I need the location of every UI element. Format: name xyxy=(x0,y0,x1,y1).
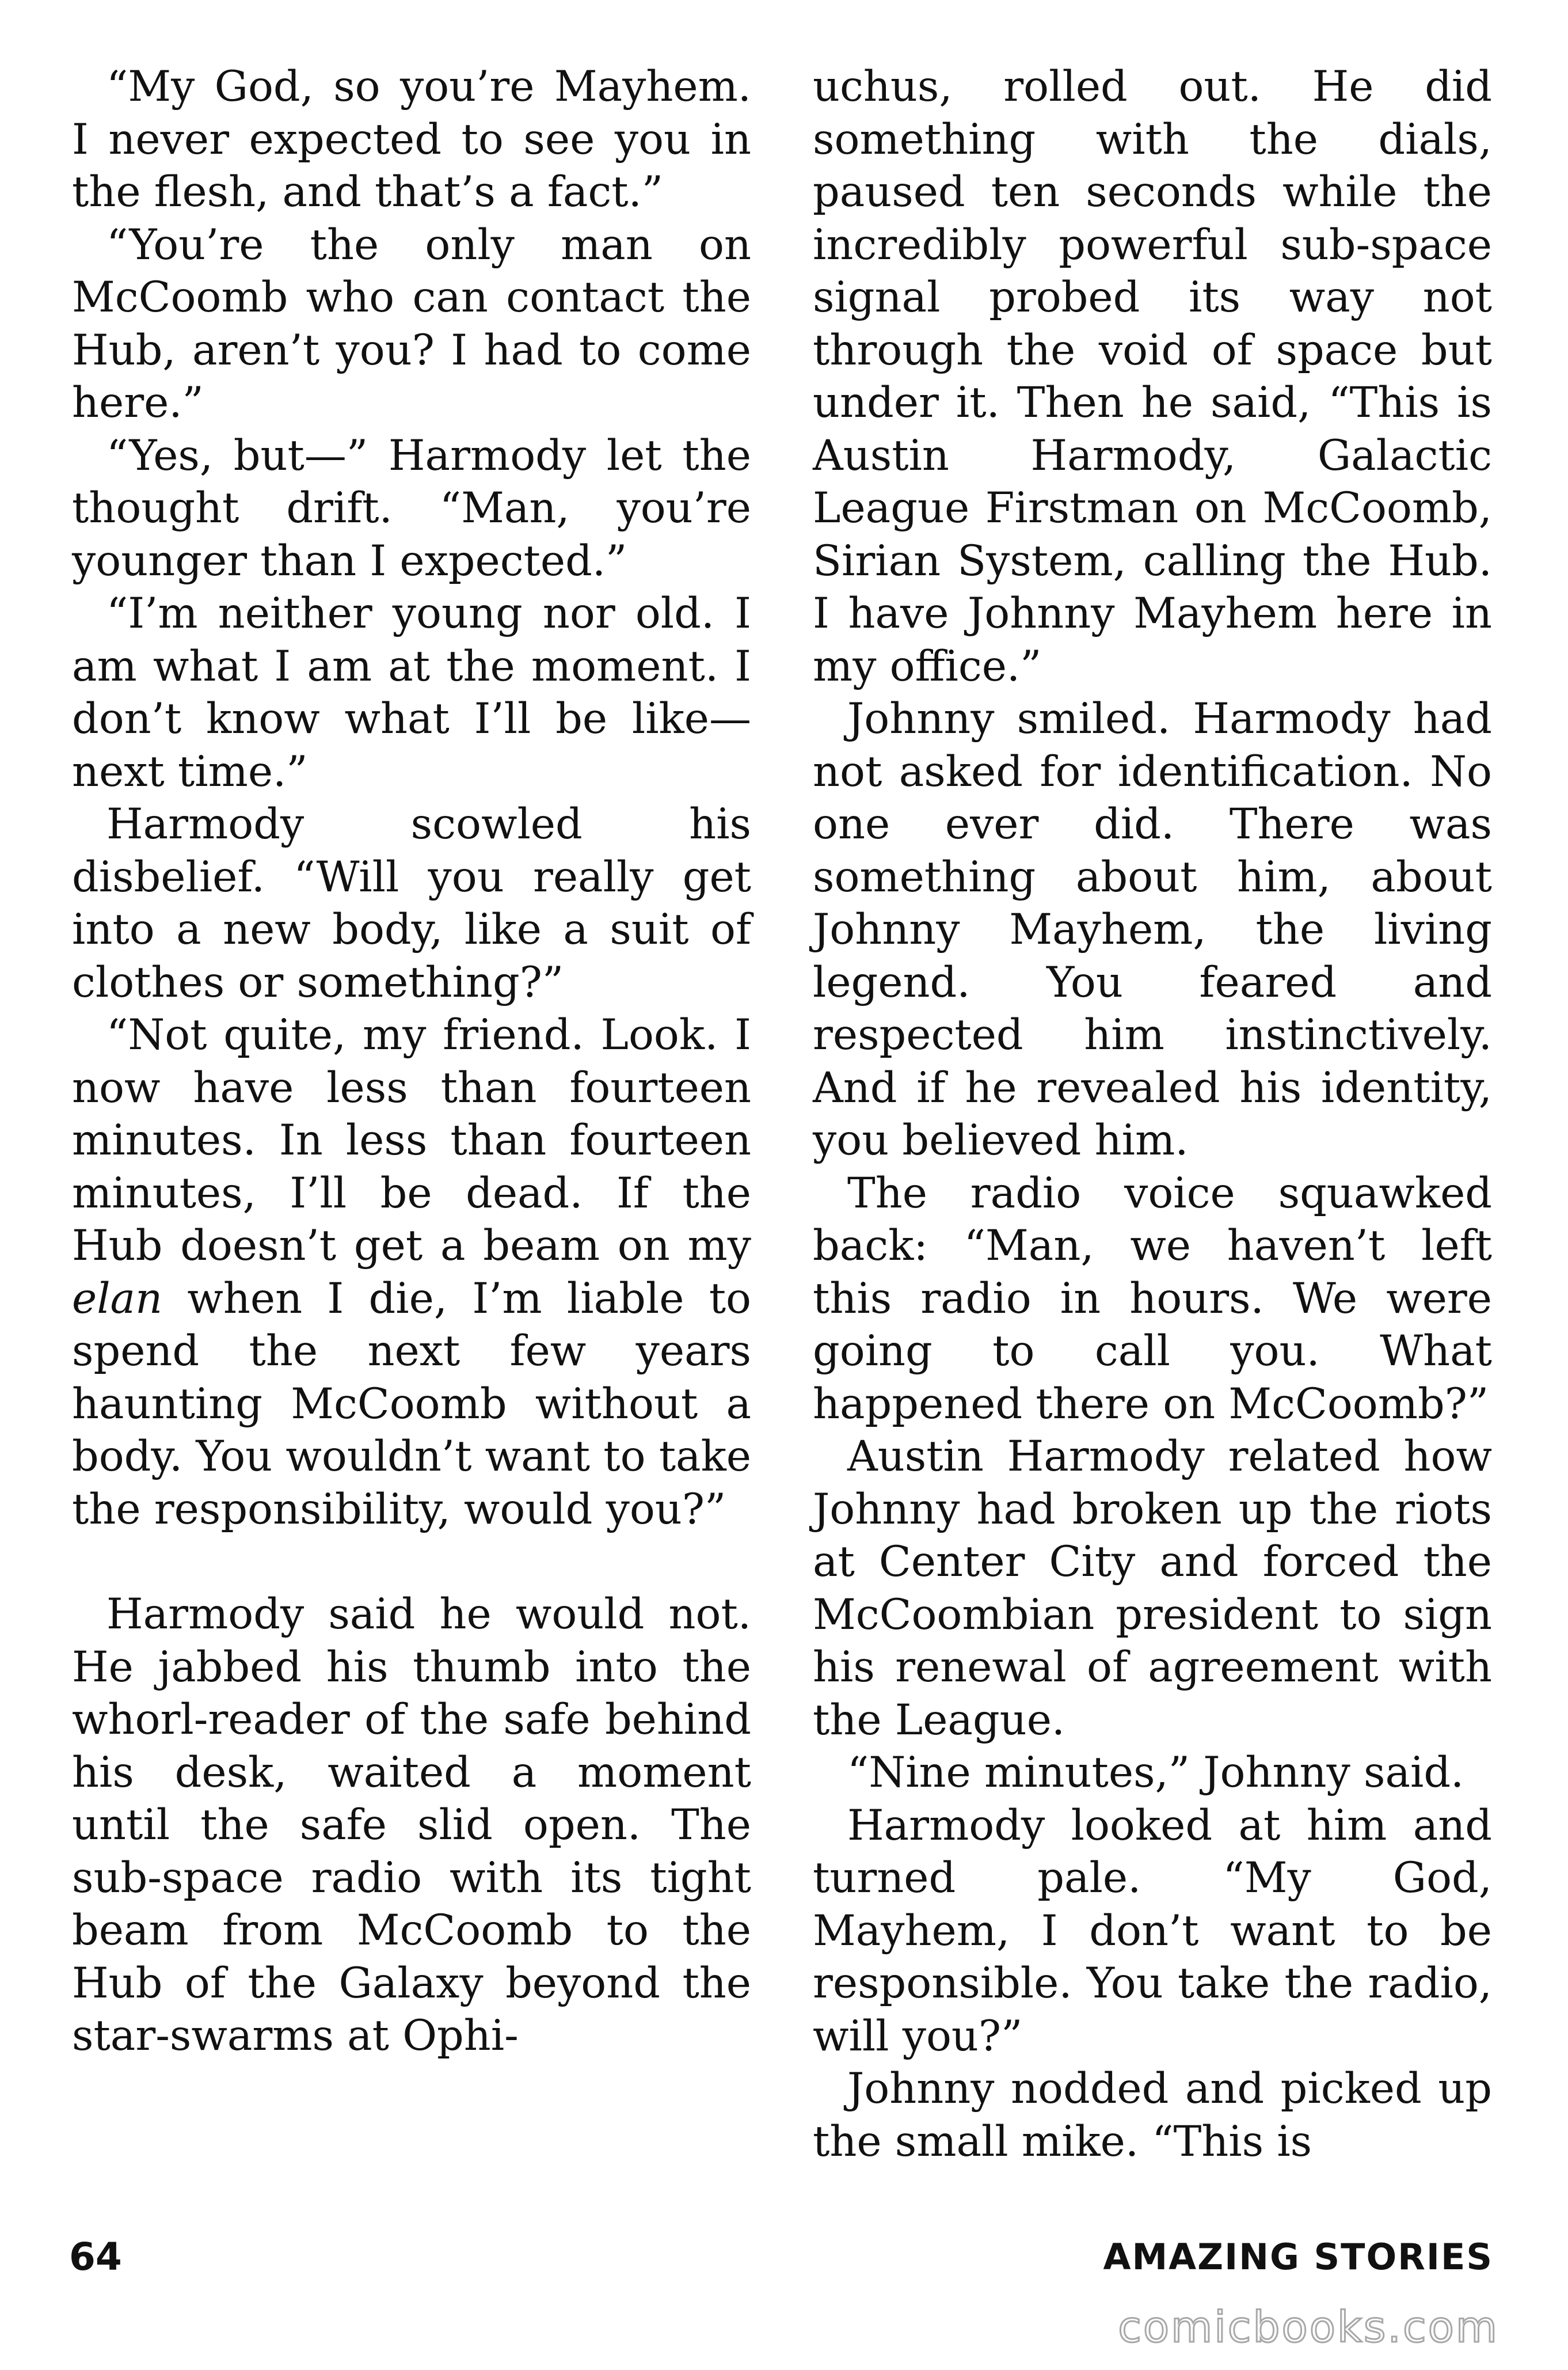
paragraph-text: when I die, I’m liable to spend the next few years haunting McCoomb without a body. You wouldn’t want to take the responsibility, would you?” xyxy=(72,1274,752,1534)
paragraph: Johnny smiled. Harmody had not asked for identification. No one ever did. There was something about him, about Johnny Mayhem, the living legend. You feared and respected him instinctively. And if he revealed his identity, you believed him. xyxy=(813,694,1492,1165)
paragraph xyxy=(72,1009,751,1536)
emphasized-word: elan xyxy=(72,1274,163,1323)
paragraph-continued: uchus, rolled out. He did something with the dials, paused ten seconds while the incredibly powerful sub-space signal probed its way not through the void of space but under it. Then he said, “This is Austin Harmody, Galactic League Firstman on McCoomb, Sirian System, calling the Hub. I have Johnny Mayhem here in my office.” xyxy=(813,62,1492,691)
page-footer xyxy=(0,2234,1568,2303)
paragraph: The radio voice squawked back: “Man, we haven’t left this radio in hours. We were going to call you. What happened there on McCoomb?” xyxy=(813,1168,1492,1429)
paragraph: Austin Harmody related how Johnny had broken up the riots at Center City and forced the McCoombian president to sign his renewal of agreement with the League. xyxy=(813,1432,1492,1745)
paragraph: “I’m neither young nor old. I am what I am at the moment. I don’t know what I’ll be like—next time.” xyxy=(72,589,751,796)
left-column xyxy=(72,60,751,2063)
paragraph: “Nine minutes,” Johnny said. xyxy=(847,1748,1464,1797)
right-column xyxy=(813,60,1492,2168)
paragraph: Harmody scowled his disbelief. “Will you really get into a new body, like a suit of clothes or something?” xyxy=(72,800,751,1007)
magazine-title: AMAZING STORIES xyxy=(1103,2236,1493,2278)
paragraph: Harmody looked at him and turned pale. “My God, Mayhem, I don’t want to be responsible. You take the radio, will you?” xyxy=(813,1801,1492,2061)
paragraph: “You’re the only man on McCoomb who can contact the Hub, aren’t you? I had to come here.” xyxy=(72,220,751,427)
paragraph: Harmody said he would not. He jabbed his thumb into the whorl-reader of the safe behind his desk, waited a moment until the safe slid open. The sub-space radio with its tight beam from McCoomb to the Hub of the Galaxy beyond the star-swarms at Ophi- xyxy=(72,1590,751,2060)
paragraph: “My God, so you’re Mayhem. I never expected to see you in the flesh, and that’s a fact.” xyxy=(72,62,751,217)
paragraph-text: “Not quite, my friend. Look. I now have less than fourteen minutes. In less than fourteen minutes, I’ll be dead. If the Hub doesn’t get a beam on my xyxy=(72,1011,751,1270)
paragraph: “Yes, but—” Harmody let the thought drift. “Man, you’re younger than I expected.” xyxy=(72,431,751,586)
watermark: comicbooks.com xyxy=(1118,2303,1499,2352)
page-number: 64 xyxy=(69,2235,122,2279)
paragraph: Johnny nodded and picked up the small mike. “This is xyxy=(813,2064,1492,2166)
